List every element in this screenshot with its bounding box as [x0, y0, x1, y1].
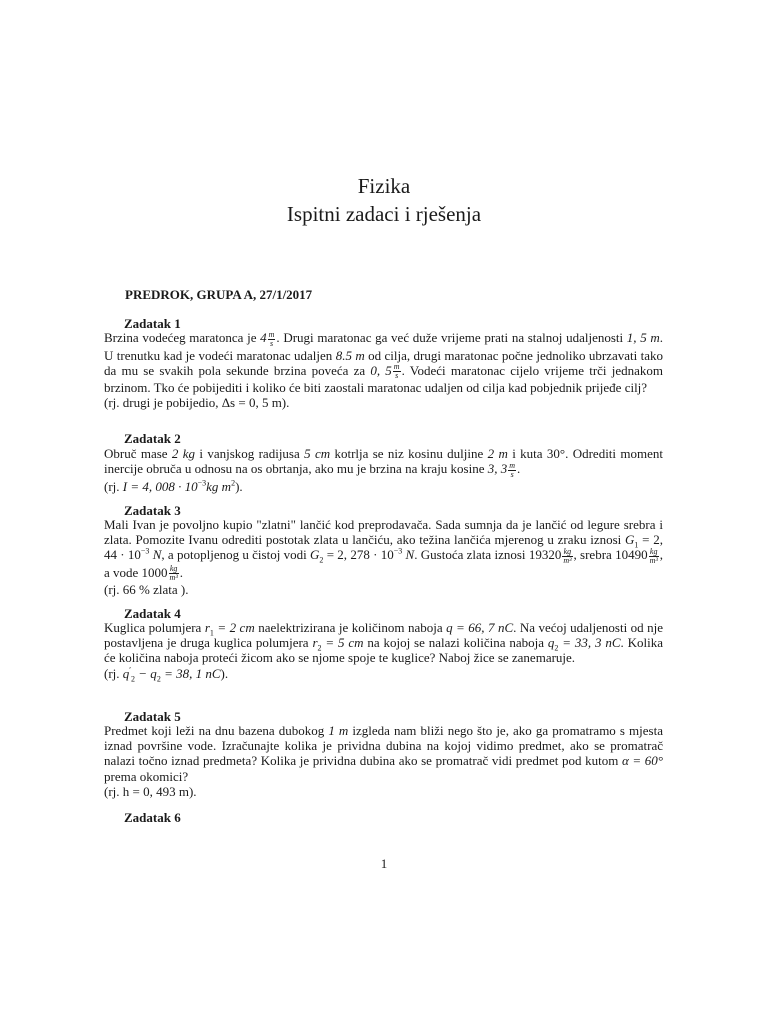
task-5-math: 1 m: [328, 723, 349, 738]
task-2-text-part: kotrlja se niz kosinu duljine: [330, 446, 488, 461]
answer-exponent: −3: [197, 478, 207, 488]
task-3-subscript: 2: [319, 556, 324, 565]
task-4-text: [104, 620, 664, 684]
task-1-text-part: od cilja, drugi maratonac počne jednoliko ubrzavati tako da mu se svakih pola sekunde brzina poveća za: [104, 347, 663, 378]
task-3-math: 19320: [528, 547, 562, 563]
task-1-text: [104, 330, 663, 411]
task-5-answer: (rj. h = 0, 493 m).: [104, 783, 197, 799]
answer-prime: ′: [129, 665, 132, 675]
task-4-text-part: na kojoj se nalazi količina naboja: [363, 635, 548, 651]
task-4-math: = 33, 3 nC: [558, 635, 621, 651]
task-5-text: [104, 723, 663, 799]
task-4-subscript: 1: [209, 628, 214, 638]
unit-fraction: [562, 548, 572, 565]
task-5-heading: Zadatak 5: [124, 709, 181, 724]
task-2-heading: Zadatak 2: [124, 431, 181, 446]
task-5-text-part: Predmet koji leži na dnu bazena dubokog: [104, 723, 329, 738]
task-3-exponent: −3: [393, 547, 403, 557]
task-4-answer: [104, 665, 663, 684]
answer-math: − q: [135, 665, 157, 681]
fraction-numerator: kg: [563, 546, 572, 556]
unit-fraction: [393, 363, 401, 380]
task-3-text-part: , a vode: [104, 547, 664, 580]
task-3-heading: Zadatak 3: [124, 503, 181, 518]
task-5-text-part: izgleda nam bliži nego što je, ako ga promatramo s mjesta iznad površine vode. Izračunajte kolika je prividna dubina na kojoj vidimo predmet, ako se promatrač nalazi točno iznad predmeta? Kolika je prividna dubina ako se promatrač vidi predmet pod kutom: [104, 723, 663, 769]
answer-math: q: [122, 665, 130, 681]
task-5-text-part: prema okomici?: [104, 768, 189, 784]
task-2-text-part: .: [517, 461, 521, 477]
page-number: 1: [380, 856, 388, 871]
task-4-math: = 2 cm: [213, 620, 255, 635]
task-1-heading: Zadatak 1: [124, 316, 181, 331]
task-2-text-part: Obruč mase: [104, 446, 172, 461]
task-2-text-part: i kuta: [507, 446, 547, 461]
task-3-math: N: [402, 547, 415, 563]
task-2-math: 30°: [546, 446, 566, 461]
answer-subscript: 2: [156, 674, 161, 684]
answer-math: = 38, 1 nC: [160, 665, 221, 681]
task-2-math: 5 cm: [304, 446, 331, 461]
fraction-denominator: s: [510, 469, 514, 479]
answer-part: ).: [235, 478, 243, 494]
task-2-text-part: . Odrediti moment inercije obruča u odnosu na os obrtanja, ako mu je brzina na kraju kosine: [104, 446, 663, 477]
task-3-exponent: −3: [140, 547, 150, 557]
fraction-numerator: m: [509, 460, 516, 470]
fraction-numerator: m: [393, 362, 400, 372]
fraction-numerator: m: [268, 329, 275, 339]
task-4-math: r: [312, 635, 318, 651]
task-4-text-part: . Kolika će količina naboja proteći žicom ako se njome spoje te kuglice? Naboj žice se zanemaruje.: [104, 635, 663, 666]
task-3-text-part: .: [179, 564, 183, 580]
task-3-text-part: . Gustoća zlata iznosi: [414, 547, 529, 563]
task-4-math: q: [547, 635, 555, 651]
task-1-text-part: . Vodeći maratonac cijelo vrijeme trči jednakom brzinom. Tko će pobijediti i koliko će biti zaostali maratonac udaljen od cilja kad pobjednik prijeđe cilj?: [104, 362, 663, 396]
answer-subscript: 2: [131, 674, 136, 684]
task-1-math: 0, 5: [370, 362, 392, 378]
unit-fraction: [268, 331, 276, 348]
fraction-denominator: m³: [649, 555, 658, 565]
unit-fraction: [169, 565, 179, 582]
fraction-denominator: m³: [563, 555, 572, 565]
unit-fraction: [508, 462, 516, 479]
task-3-math: G: [310, 547, 320, 563]
task-4-text-part: Kuglica polumjera: [104, 620, 205, 635]
task-4-math: q = 66, 7 nC: [446, 620, 514, 635]
task-2-text-part: i vanjskog radijusa: [195, 446, 305, 461]
task-4-text-part: . Na većoj udaljenosti od nje postavljena je druga kuglica polumjera: [104, 620, 664, 651]
fraction-numerator: kg: [169, 564, 178, 574]
task-4-math: r: [204, 620, 210, 635]
task-1-text-part: Brzina vodećeg maratonca je: [104, 330, 261, 345]
task-3-math: = 2, 44 · 10: [104, 532, 663, 563]
title-block: [0, 172, 768, 228]
task-1-math: 4: [260, 330, 267, 345]
task-2-answer: [104, 479, 663, 494]
task-4-subscript: 2: [317, 643, 322, 653]
task-3-math: G: [625, 532, 635, 548]
task-2-math: 2 m: [487, 446, 508, 461]
answer-part: (rj.: [104, 665, 123, 681]
task-1-text-part: . U trenutku kad je vodeći maratonac udaljen: [104, 330, 664, 363]
task-3-text: [104, 517, 663, 598]
task-2-math: 2 kg: [171, 446, 196, 461]
task-3-text-part: Mali Ivan je povoljno kupio "zlatni" lančić kod preprodavača. Sada sumnja da je lančić od legure srebra i zlata. Pomozite Ivanu odrediti postotak zlata u lančiću, ako težina lančića mjerenog u zraku iznosi: [104, 517, 663, 548]
task-3-text-part: , a potopljenog u čistoj vodi: [161, 547, 311, 563]
task-3-math: = 2, 278 · 10: [323, 547, 394, 563]
answer-math: kg m: [206, 478, 232, 494]
task-3-answer: (rj. 66 % zlata ).: [104, 582, 189, 598]
task-3-math: N: [149, 547, 162, 563]
fraction-denominator: s: [269, 338, 274, 348]
task-6-heading: Zadatak 6: [124, 810, 181, 825]
task-1-text-part: . Drugi maratonac ga već duže vrijeme prati na stalnoj udaljenosti: [276, 330, 627, 345]
document-subtitle: Ispitni zadaci i rješenja: [286, 202, 482, 226]
task-1-math: 1, 5 m: [626, 330, 660, 345]
section-heading: PREDROK, GRUPA A, 27/1/2017: [125, 287, 313, 302]
fraction-denominator: s: [395, 371, 399, 381]
task-1-answer: (rj. drugi je pobijedio, Δs = 0, 5 m).: [104, 395, 290, 411]
answer-exponent: 2: [231, 478, 236, 488]
task-4-text-part: naelektrizirana je količinom naboja: [254, 620, 447, 635]
answer-part: (rj.: [104, 478, 123, 494]
task-3-text-part: , srebra: [573, 547, 616, 563]
document-title: Fizika: [357, 174, 411, 198]
task-2-text: [104, 446, 663, 494]
task-4-subscript: 2: [554, 643, 559, 653]
fraction-numerator: kg: [649, 546, 658, 556]
task-1-math: 8.5 m: [335, 347, 365, 363]
answer-math: I = 4, 008 · 10: [122, 478, 198, 494]
fraction-denominator: m³: [169, 573, 178, 583]
task-3-math: 1000: [141, 564, 168, 580]
task-4-math: = 5 cm: [321, 635, 364, 651]
answer-part: ).: [220, 665, 229, 681]
task-3-subscript: 1: [634, 540, 639, 550]
task-3-math: 10490: [615, 547, 648, 563]
task-4-heading: Zadatak 4: [124, 606, 181, 621]
task-5-math: α = 60°: [621, 753, 664, 769]
unit-fraction: [649, 548, 659, 565]
task-2-math: 3, 3: [487, 461, 508, 477]
